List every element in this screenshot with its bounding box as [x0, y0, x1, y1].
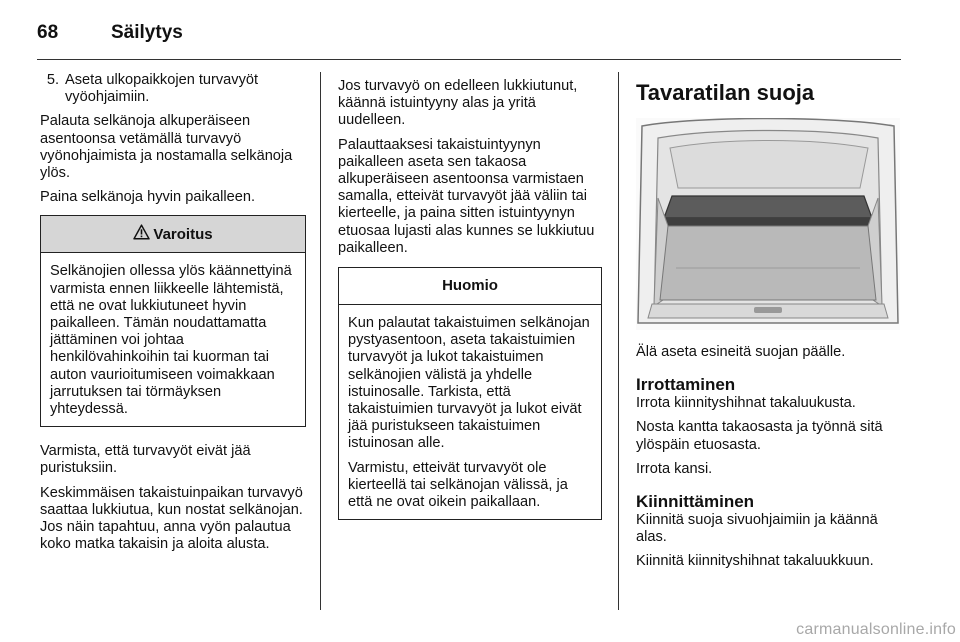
article-title: Tavaratilan suoja [636, 80, 815, 105]
paragraph: Jos turvavyö on edelleen lukkiutunut, käännä istuintyyny alas ja yritä uudelleen. [338, 78, 578, 129]
warning-title: Varoitus [153, 225, 213, 243]
paragraph: Paina selkänoja hyvin paikalleen. [40, 189, 255, 206]
paragraph: Kiinnitä suoja sivuohjaimiin ja käännä alas. [636, 512, 878, 546]
paragraph: Keskimmäisen takaistuinpaikan turvavyö saattaa lukkiutua, kun nostat selkänojan. Jos näin tapahtuu, anna vyön palautua koko matka takaisin ja aloita alusta. [40, 484, 303, 553]
warning-header [41, 216, 305, 253]
warning-box [40, 215, 306, 427]
paragraph: Irrota kiinnityshihnat takaluukusta. [636, 395, 856, 412]
paragraph: Palauta selkänoja alkuperäiseen asentoonsa vetämällä turvavyö vyönohjaimista ja nostamalla selkänoja ylös. [40, 113, 293, 182]
watermark: carmanualsonline.info [796, 621, 956, 638]
paragraph: Nosta kantta takaosasta ja työnnä sitä ylöspäin etuosasta. [636, 419, 883, 453]
paragraph: Kiinnitä kiinnityshihnat takaluukkuun. [636, 553, 874, 570]
notice-body [339, 305, 601, 519]
paragraph: Palauttaaksesi takaistuintyynyn paikalleen aseta sen takaosa alkuperäiseen asentoonsa varmistaen samalla, etteivät turvavyöt jää väliin tai kierteelle, ja paina sitten istuintyynyn etuosaa lujasti alas kunnes se lukkiutuu paikalleen. [338, 136, 595, 256]
paragraph: Irrota kansi. [636, 460, 713, 477]
notice-header [339, 268, 601, 305]
cargo-cover-illustration [636, 118, 900, 330]
column-3 [636, 72, 904, 578]
subheading-remove: Irrottaminen [636, 375, 736, 395]
subheading-install: Kiinnittäminen [636, 492, 755, 512]
warning-body [41, 253, 305, 426]
column-divider-2 [618, 72, 619, 610]
notice-text: Kun palautat takaistuimen selkänojan pystyasentoon, aseta takaistuimien turvavyöt ja lukot takaistuimen selkänojien välistä ja yhdelle istuinosalle. Tarkista, että takaistuimien turvavyöt ja lukot eivät jää puristukseen takaistuimen istuinosan alle. [348, 315, 590, 452]
column-2 [338, 78, 602, 536]
column-divider-1 [320, 72, 321, 610]
warning-triangle-icon [133, 224, 150, 244]
step-number: 5. [46, 72, 59, 88]
notice-box [338, 267, 602, 520]
header-rule [37, 59, 901, 60]
warning-text: Selkänojien ollessa ylös käännettyinä varmista ennen liikkeelle lähtemistä, että ne ovat lukkiutuneet hyvin paikalleen. Tämän noudattamatta jättäminen voi johtaa henkilövahinkoihin tai kuorman tai auton vaurioitumiseen voimakkaan jarrutuksen tai törmäyksen yhteydessä. [50, 263, 292, 418]
notice-text: Varmistu, etteivät turvavyöt ole kierteellä tai selkänojan välissä, ja että ne ovat oikein paikallaan. [348, 459, 568, 511]
figure-caption: Älä aseta esineitä suojan päälle. [636, 344, 846, 360]
notice-title: Huomio [442, 277, 498, 295]
page-number: 68 [37, 22, 59, 43]
step-text: Aseta ulkopaikkojen turvavyöt vyöohjaimiin. [65, 72, 259, 106]
paragraph: Varmista, että turvavyöt eivät jää puristuksiin. [40, 443, 251, 477]
step-item [40, 72, 306, 106]
section-title: Säilytys [111, 22, 183, 43]
column-1 [40, 72, 306, 560]
